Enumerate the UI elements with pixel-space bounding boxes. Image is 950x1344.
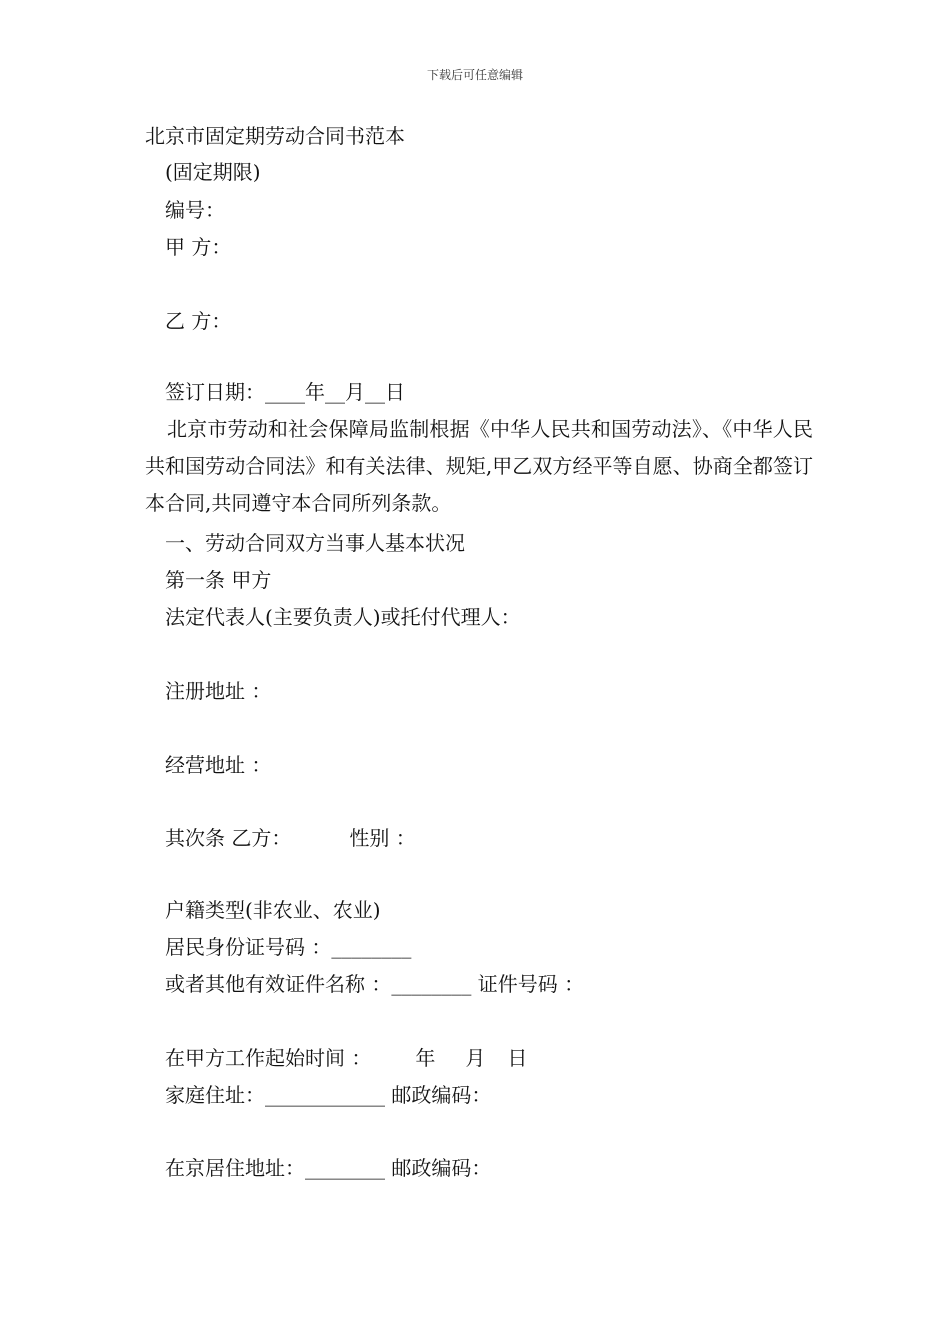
article-2: 其次条 乙方： (165, 826, 292, 850)
household-type: 户籍类型(非农业、农业) (165, 898, 381, 922)
gender-label: 性别 ： (349, 826, 416, 850)
start-day: 日 (507, 1046, 528, 1070)
home-address: 家庭住址：____________ 邮政编码： (165, 1083, 492, 1107)
start-time-row (165, 1046, 527, 1070)
registered-address: 注册地址 ： (165, 679, 272, 703)
business-address: 经营地址 ： (165, 753, 272, 777)
start-time-label: 在甲方工作起始时间 ： (165, 1046, 372, 1070)
header-note: 下载后可任意编辑 (426, 68, 523, 82)
preamble-paragraph: 北京市劳动和社会保障局监制根据《中华人民共和国劳动法》、《中华人民共和国劳动合同法》和有关法律、规矩,甲乙双方经平等自愿、协商全都签订本合同,共同遵守本合同所列条款。 (145, 417, 813, 515)
number-label: 编号： (165, 198, 225, 222)
other-id: 或者其他有效证件名称 ：________ 证件号码 ： (165, 972, 585, 996)
party-a-label: 甲 方： (165, 235, 232, 259)
sign-date: 签订日期：____年__月__日 (165, 380, 405, 404)
article-1: 第一条 甲方 (165, 568, 272, 592)
term-type: (固定期限) (165, 160, 261, 184)
document-title: 北京市固定期劳动合同书范本 (145, 124, 405, 148)
beijing-address: 在京居住地址：________ 邮政编码： (165, 1156, 492, 1180)
party-b-label: 乙 方： (165, 309, 232, 333)
legal-representative: 法定代表人(主要负责人)或托付代理人： (165, 605, 521, 629)
start-month: 月 (465, 1046, 486, 1070)
id-number: 居民身份证号码 ：________ (165, 935, 412, 959)
start-year: 年 (415, 1046, 436, 1070)
section-1-heading: 一、劳动合同双方当事人基本状况 (165, 531, 465, 555)
article-2-row (165, 826, 416, 850)
